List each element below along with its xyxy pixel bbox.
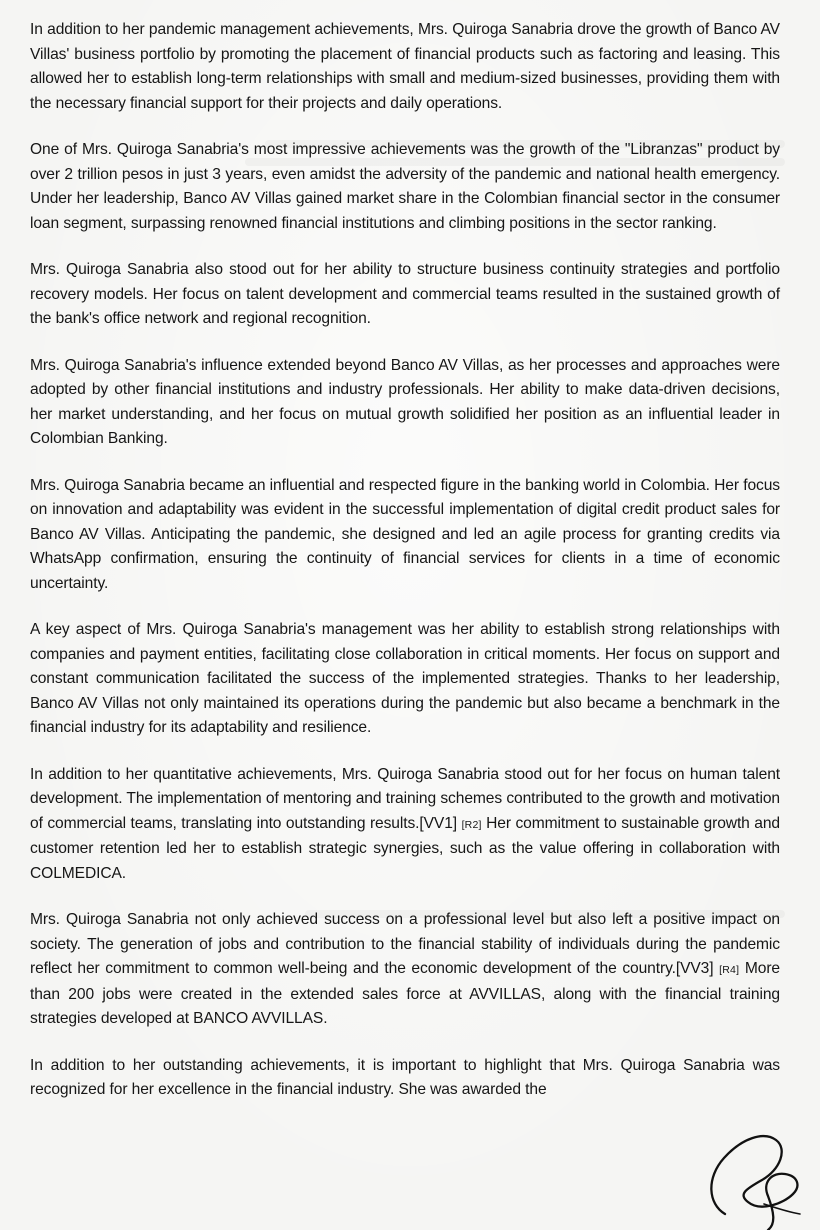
paragraph-libranzas: One of Mrs. Quiroga Sanabria's most impressive achievements was the growth of the "Libranzas" product by over 2 trillion pesos in just 3 years, even amidst the adversity of the pandemic and national health emergency. Under her leadership, Banco AV Villas gained market share in the Colombian financial sector in the consumer loan segment, surpassing renowned financial institutions and climbing positions in the sector ranking. <box>30 141 780 232</box>
paragraph-text-part: Mrs. Quiroga Sanabria not only achieved success on a professional level but also left a positive impact on society. The generation of jobs and contribution to the financial stability of individuals during the pandemic reflect her commitment to common well-being and the economic development of the country.[VV3] <box>30 911 780 977</box>
comment-marker: [R2] <box>461 818 482 831</box>
handwritten-signature <box>690 1122 820 1230</box>
paragraph-digital-credit: Mrs. Quiroga Sanabria became an influential and respected figure in the banking world in Colombia. Her focus on innovation and adaptability was evident in the successful implementation of digital credit product sales for Banco AV Villas. Anticipating the pandemic, she designed and led an agile process for granting credits via WhatsApp confirmation, ensuring the continuity of financial services for clients in a time of economic uncertainty. <box>30 476 780 592</box>
paragraph-text-part: Her commitment to sustainable growth and customer retention led her to establish strategic synergies, such as the value offering in collaboration with COLMEDICA. <box>30 814 780 882</box>
paragraph-portfolio-growth: In addition to her pandemic management achievements, Mrs. Quiroga Sanabria drove the growth of Banco AV Villas' business portfolio by promoting the placement of financial products such as factoring and leasing. This allowed her to establish long-term relationships with small and medium-sized businesses, providing them with the necessary financial support for their projects and daily operations. <box>30 21 780 112</box>
paragraph-text-part: In addition to her quantitative achievements, Mrs. Quiroga Sanabria stood out for her focus on human talent development. The implementation of mentoring and training schemes contributed to the growth and motivation of commercial teams, translating into outstanding results.[VV1] <box>30 765 780 832</box>
paragraph-social-impact <box>30 908 780 1032</box>
paragraph-recognition: In addition to her outstanding achievements, it is important to highlight that Mrs. Quiroga Sanabria was recognized for her excellence in the financial industry. She was awarded the <box>30 1056 780 1098</box>
paragraph-talent-development <box>30 763 780 887</box>
comment-marker: [R4] <box>719 964 740 976</box>
paragraph-influence: Mrs. Quiroga Sanabria's influence extended beyond Banco AV Villas, as her processes and approaches were adopted by other financial institutions and industry professionals. Her ability to make data-driven decisions, her market understanding, and her focus on mutual growth solidified her position as an influential leader in Colombian Banking. <box>30 356 780 447</box>
document-body <box>30 18 780 1103</box>
paragraph-text-part: More than 200 jobs were created in the extended sales force at AVVILLAS, along with the financial training strategies developed at BANCO AVVILLAS. <box>30 960 780 1027</box>
paragraph-relationships: A key aspect of Mrs. Quiroga Sanabria's management was her ability to establish strong relationships with companies and payment entities, facilitating close collaboration in critical moments. Her focus on support and constant communication facilitated the success of the implemented strategies. Thanks to her leadership, Banco AV Villas not only maintained its operations during the pandemic but also became a benchmark in the financial industry for its adaptability and resilience. <box>30 621 780 736</box>
paragraph-business-continuity: Mrs. Quiroga Sanabria also stood out for her ability to structure business continuity strategies and portfolio recovery models. Her focus on talent development and commercial teams resulted in the sustained growth of the bank's office network and regional recognition. <box>30 261 780 327</box>
